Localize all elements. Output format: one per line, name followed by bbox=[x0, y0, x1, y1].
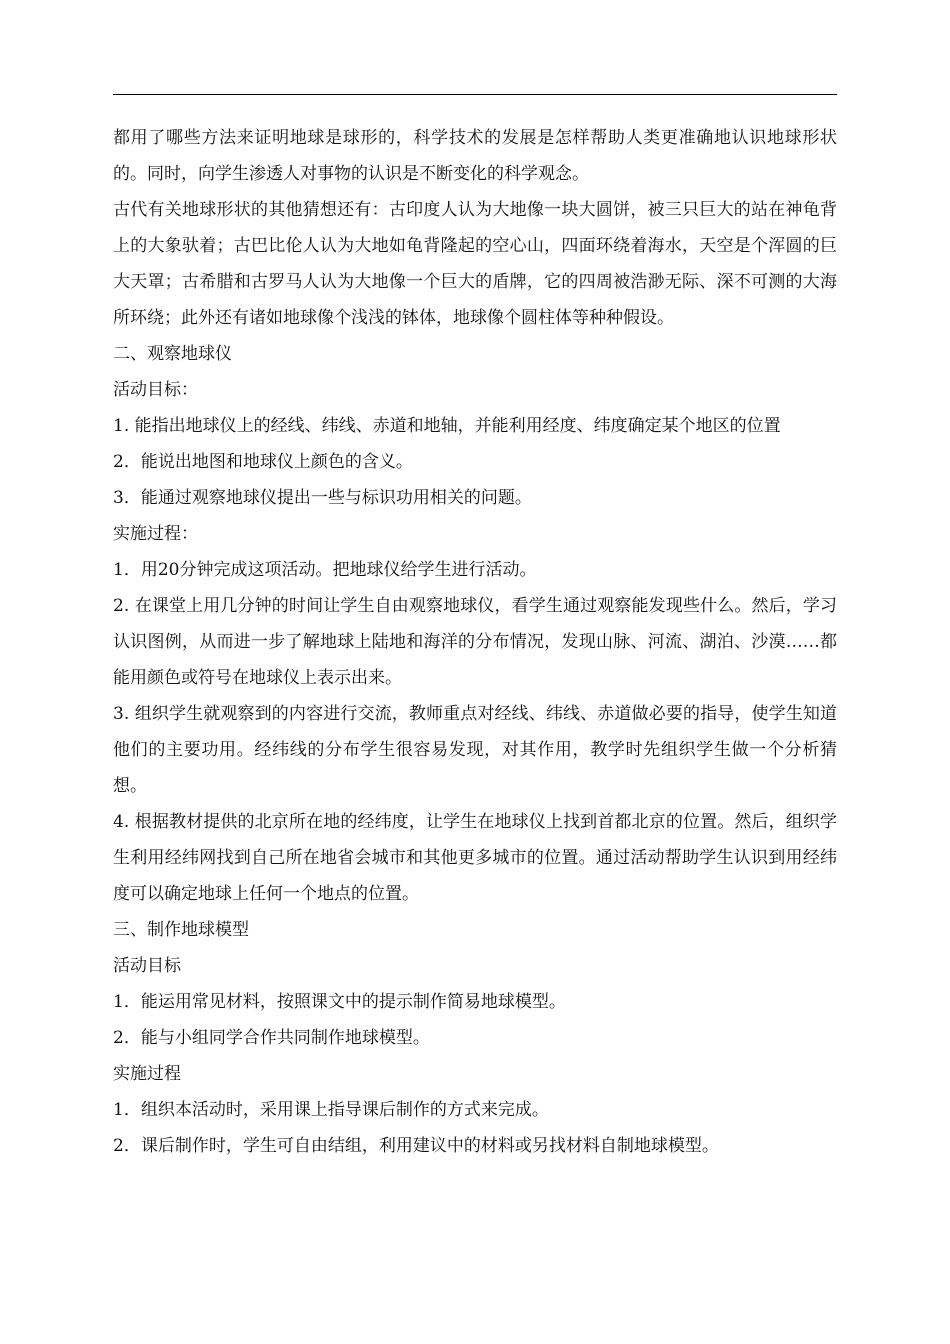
list-item-model-goal-2: 2．能与小组同学合作共同制作地球模型。 bbox=[113, 1028, 430, 1048]
subheading-model-goals: 活动目标 bbox=[113, 956, 181, 976]
subheading-activity-goals: 活动目标： bbox=[113, 380, 198, 400]
list-item-model-step-2: 2．课后制作时，学生可自由结组，利用建议中的材料或另找材料自制地球模型。 bbox=[113, 1136, 719, 1156]
list-item-goal-3: 3．能通过观察地球仪提出一些与标识功用相关的问题。 bbox=[113, 488, 532, 508]
list-item-step-1: 1．用20分钟完成这项活动。把地球仪给学生进行活动。 bbox=[113, 560, 537, 580]
list-item-step-3: 3. 组织学生就观察到的内容进行交流，教师重点对经线、纬线、赤道做必要的指导，使学生知道他们的主要功用。经纬线的分布学生很容易发现，对其作用，教学时先组织学生做一个分析猜想。 bbox=[113, 704, 837, 796]
header-rule bbox=[113, 94, 837, 95]
list-item-step-4: 4. 根据教材提供的北京所在地的经纬度，让学生在地球仪上找到首都北京的位置。然后，组织学生利用经纬网找到自己所在地省会城市和其他更多城市的位置。通过活动帮助学生认识到用经纬度可以确定地球上任何一个地点的位置。 bbox=[113, 812, 837, 904]
subheading-procedure: 实施过程： bbox=[113, 524, 198, 544]
list-item-goal-1: 1. 能指出地球仪上的经线、纬线、赤道和地轴，并能利用经度、纬度确定某个地区的位置 bbox=[113, 416, 781, 436]
subheading-model-procedure: 实施过程 bbox=[113, 1064, 181, 1084]
document-body bbox=[113, 120, 837, 1164]
list-item-model-goal-1: 1．能运用常见材料，按照课文中的提示制作简易地球模型。 bbox=[113, 992, 566, 1012]
section-heading-make-model: 三、制作地球模型 bbox=[113, 920, 249, 940]
list-item-goal-2: 2．能说出地图和地球仪上颜色的含义。 bbox=[113, 452, 413, 472]
paragraph-continuation: 都用了哪些方法来证明地球是球形的，科学技术的发展是怎样帮助人类更准确地认识地球形状的。同时，向学生渗透人对事物的认识是不断变化的科学观念。 bbox=[113, 128, 837, 184]
list-item-step-2: 2. 在课堂上用几分钟的时间让学生自由观察地球仪，看学生通过观察能发现些什么。然后，学习认识图例，从而进一步了解地球上陆地和海洋的分布情况，发现山脉、河流、湖泊、沙漠……都能用颜色或符号在地球仪上表示出来。 bbox=[113, 596, 837, 688]
section-heading-observe-globe: 二、观察地球仪 bbox=[113, 344, 232, 364]
list-item-model-step-1: 1．组织本活动时，采用课上指导课后制作的方式来完成。 bbox=[113, 1100, 549, 1120]
paragraph-ancient-guesses: 古代有关地球形状的其他猜想还有：古印度人认为大地像一块大圆饼，被三只巨大的站在神龟背上的大象驮着；古巴比伦人认为大地如龟背隆起的空心山，四面环绕着海水，天空是个浑圆的巨大天罩；古希腊和古罗马人认为大地像一个巨大的盾牌，它的四周被浩渺无际、深不可测的大海所环绕；此外还有诸如地球像个浅浅的钵体，地球像个圆柱体等种种假设。 bbox=[113, 200, 837, 328]
